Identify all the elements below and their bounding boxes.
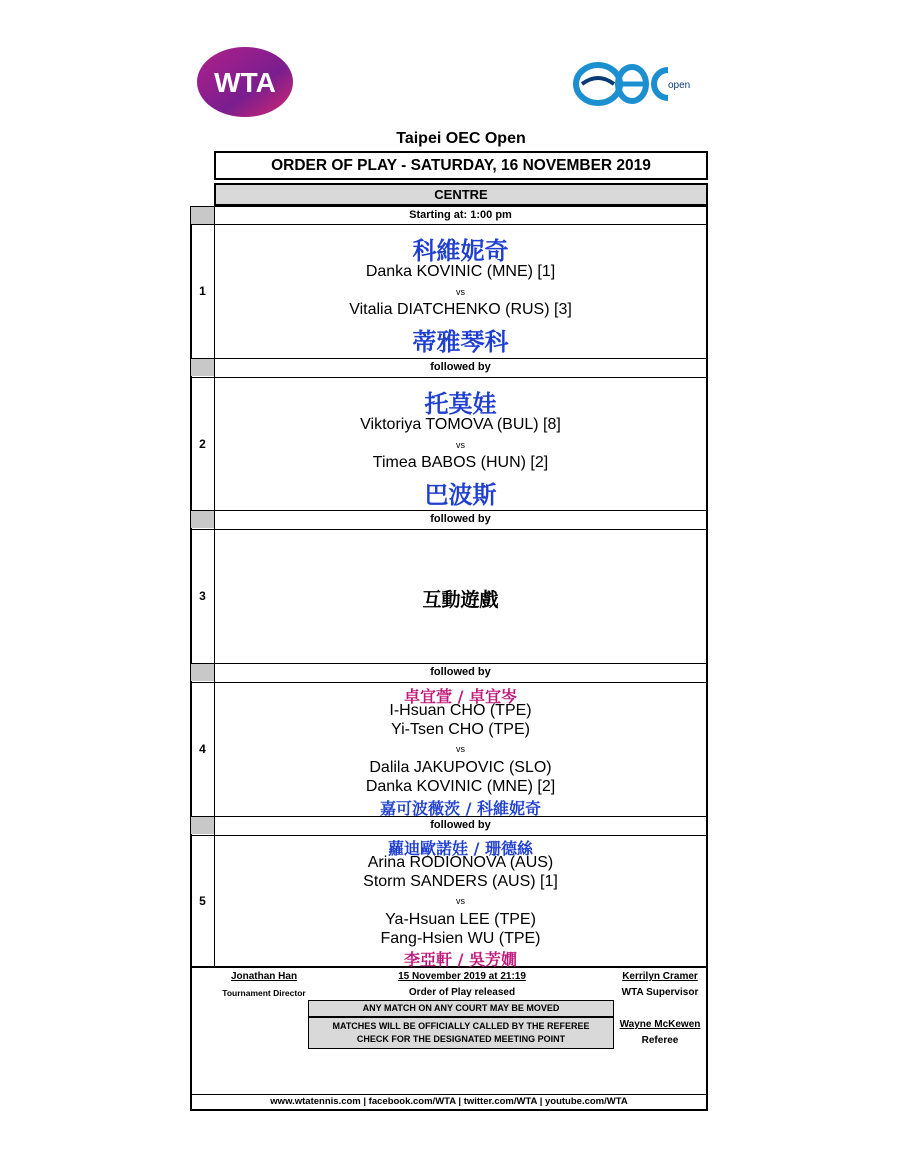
match-5-chinese-name-top: 蘿迪歐諾娃 / 珊德絲 bbox=[388, 839, 533, 858]
header-gray-box bbox=[191, 207, 214, 224]
notice-match-moved-text: ANY MATCH ON ANY COURT MAY BE MOVED bbox=[362, 1003, 560, 1013]
director-name: Jonathan Han bbox=[230, 971, 298, 982]
footer-links-divider bbox=[190, 1094, 708, 1095]
row-divider bbox=[190, 377, 708, 378]
match-2-chinese-name-top: 托莫娃 bbox=[424, 390, 497, 418]
vs-label: vs bbox=[456, 896, 465, 906]
match-5-player-1a: Arina RODIONOVA (AUS) bbox=[367, 854, 554, 871]
match-number: 4 bbox=[199, 742, 206, 756]
wta-logo bbox=[196, 46, 294, 118]
match-1-player-1: Danka KOVINIC (MNE) [1] bbox=[365, 263, 556, 280]
supervisor-title: WTA Supervisor bbox=[621, 987, 699, 998]
tournament-title: Taipei OEC Open bbox=[396, 130, 526, 147]
row-divider bbox=[190, 682, 708, 683]
followed-by-label: followed by bbox=[430, 666, 491, 678]
frame-left-border bbox=[190, 206, 192, 1111]
order-of-play-title: ORDER OF PLAY - SATURDAY, 16 NOVEMBER 2019 bbox=[214, 151, 708, 180]
match-1-player-2: Vitalia DIATCHENKO (RUS) [3] bbox=[349, 301, 572, 318]
wta-logo-text: WTA bbox=[214, 67, 276, 98]
social-links[interactable]: www.wtatennis.com | facebook.com/WTA | twitter.com/WTA | youtube.com/WTA bbox=[270, 1096, 628, 1107]
match-1-chinese-name-top: 科維妮奇 bbox=[412, 237, 509, 265]
match-2-player-2: Timea BABOS (HUN) [2] bbox=[372, 454, 549, 471]
match-2-chinese-name-bottom: 巴波斯 bbox=[424, 481, 497, 509]
release-label: Order of Play released bbox=[408, 987, 516, 998]
vs-label: vs bbox=[456, 440, 465, 450]
notice-match-moved bbox=[308, 1000, 614, 1017]
header-gray-box bbox=[191, 359, 214, 376]
frame-bottom-border bbox=[190, 1109, 708, 1111]
header-gray-box bbox=[191, 817, 214, 834]
match-number: 3 bbox=[199, 589, 206, 603]
match-number: 5 bbox=[199, 894, 206, 908]
followed-by-label: followed by bbox=[430, 513, 491, 525]
court-name: CENTRE bbox=[214, 183, 708, 206]
release-time: 15 November 2019 at 21:19 bbox=[398, 971, 526, 982]
match-4-player-2a: Dalila JAKUPOVIC (SLO) bbox=[369, 759, 552, 776]
match-1-chinese-name-bottom: 蒂雅琴科 bbox=[412, 328, 509, 356]
referee-name: Wayne McKewen bbox=[619, 1019, 701, 1030]
referee-title: Referee bbox=[641, 1035, 679, 1046]
notice-referee-call bbox=[308, 1017, 614, 1049]
followed-by-label: followed by bbox=[430, 819, 491, 831]
notice-referee-call-line-2: CHECK FOR THE DESIGNATED MEETING POINT bbox=[356, 1034, 566, 1044]
match-4-player-2b: Danka KOVINIC (MNE) [2] bbox=[365, 778, 556, 795]
vs-label: vs bbox=[456, 287, 465, 297]
start-time-label: Starting at: 1:00 pm bbox=[409, 209, 512, 221]
vs-label: vs bbox=[456, 744, 465, 754]
match-5-player-1b: Storm SANDERS (AUS) [1] bbox=[363, 873, 558, 890]
row-divider bbox=[190, 224, 708, 225]
oec-open-logo bbox=[572, 58, 690, 110]
header-gray-box bbox=[191, 511, 214, 528]
match-5-player-2b: Fang-Hsien WU (TPE) bbox=[380, 930, 541, 947]
oec-logo-text: open bbox=[668, 80, 690, 91]
header-gray-box bbox=[191, 664, 214, 681]
match-4-chinese-name-top: 卓宜萱 / 卓宜岑 bbox=[404, 687, 517, 706]
match-number: 1 bbox=[199, 284, 206, 298]
followed-by-label: followed by bbox=[430, 361, 491, 373]
row-divider bbox=[190, 529, 708, 530]
notice-referee-call-line-1: MATCHES WILL BE OFFICIALLY CALLED BY THE REFEREE bbox=[332, 1021, 590, 1031]
director-title: Tournament Director bbox=[222, 988, 306, 998]
match-3-event-label: 互動遊戲 bbox=[422, 589, 499, 611]
match-2-player-1: Viktoriya TOMOVA (BUL) [8] bbox=[360, 416, 561, 433]
match-4-player-1b: Yi-Tsen CHO (TPE) bbox=[391, 721, 530, 738]
match-4-player-1a: I-Hsuan CHO (TPE) bbox=[389, 702, 532, 719]
frame-right-border bbox=[706, 206, 708, 1111]
supervisor-name: Kerrilyn Cramer bbox=[622, 971, 698, 982]
match-number: 2 bbox=[199, 437, 206, 451]
match-5-chinese-name-bottom: 李亞軒 / 吳芳嫺 bbox=[404, 950, 517, 969]
match-4-chinese-name-bottom: 嘉可波薇茨 / 科維妮奇 bbox=[380, 799, 541, 818]
match-5-player-2a: Ya-Hsuan LEE (TPE) bbox=[385, 911, 536, 928]
